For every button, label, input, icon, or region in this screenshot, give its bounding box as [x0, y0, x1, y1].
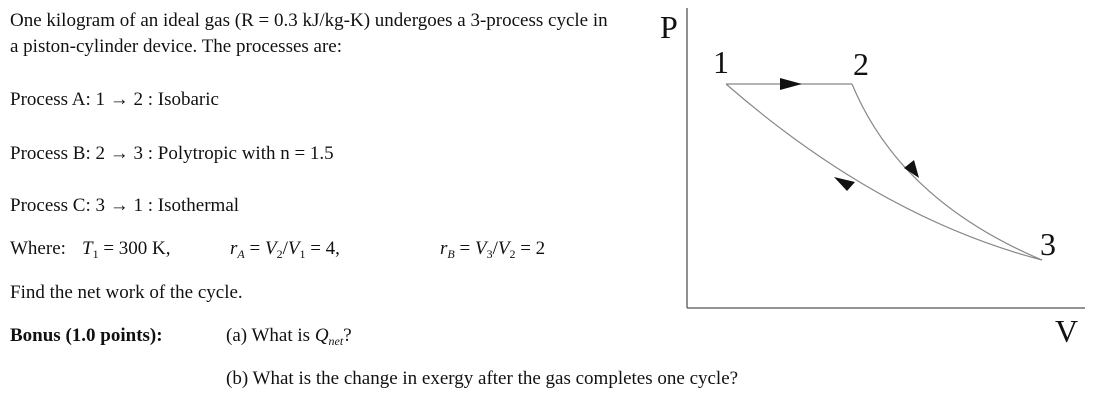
rb-value: = 2: [515, 238, 546, 259]
process-b-arrow: [904, 160, 919, 178]
process-a: Process A: 1 → 2 : Isobaric: [10, 89, 219, 110]
rb-equals: =: [454, 238, 475, 259]
ra-v1: V: [287, 238, 300, 259]
intro-line-2: a piston-cylinder device. The processes are:: [10, 36, 343, 57]
state-1-label: 1: [713, 44, 729, 80]
state-3-label: 3: [1040, 226, 1056, 262]
v-axis-label: V: [1055, 313, 1079, 349]
process-b-path: [852, 84, 1042, 260]
process-c-arrow: [834, 177, 855, 191]
process-c-path: [726, 84, 1042, 260]
process-c: Process C: 3 → 1 : Isothermal: [10, 195, 240, 216]
ra-subscript: A: [237, 247, 245, 261]
intro-line-1: One kilogram of an ideal gas (R = 0.3 kJ/kg-K) undergoes a 3-process cycle in: [10, 10, 608, 31]
rb-v3-subscript: 3: [486, 247, 493, 261]
rb-v2: V: [497, 238, 510, 259]
t1-symbol: T: [82, 238, 93, 259]
process-b: Process B: 2 → 3 : Polytropic with n = 1.5: [10, 143, 334, 164]
p-axis-label: P: [660, 9, 678, 45]
rb-symbol: r: [440, 238, 448, 259]
ra-v1-subscript: 1: [299, 247, 306, 261]
rb-subscript: B: [447, 247, 455, 261]
find-statement: Find the net work of the cycle.: [10, 282, 243, 303]
rb-slash: /: [492, 238, 498, 259]
bonus-question-b: (b) What is the change in exergy after the gas completes one cycle?: [226, 368, 739, 389]
ra-equals: =: [244, 238, 265, 259]
rb-v3: V: [474, 238, 487, 259]
bonus-a-prefix: (a) What is: [226, 325, 315, 346]
bonus-label: Bonus (1.0 points):: [10, 325, 163, 346]
ra-symbol: r: [230, 238, 238, 259]
ra-v2: V: [264, 238, 277, 259]
t1-subscript: 1: [92, 247, 99, 261]
rb-v2-subscript: 2: [509, 247, 516, 261]
process-a-arrow: [780, 78, 802, 90]
state-2-label: 2: [853, 46, 869, 82]
q-symbol: Q: [314, 325, 329, 346]
t1-value: = 300 K,: [98, 238, 171, 259]
ra-slash: /: [282, 238, 288, 259]
where-label: Where:: [10, 238, 66, 259]
ra-value: = 4,: [305, 238, 340, 259]
bonus-a-suffix: ?: [343, 325, 352, 346]
q-subscript: net: [328, 334, 344, 348]
ra-v2-subscript: 2: [276, 247, 283, 261]
